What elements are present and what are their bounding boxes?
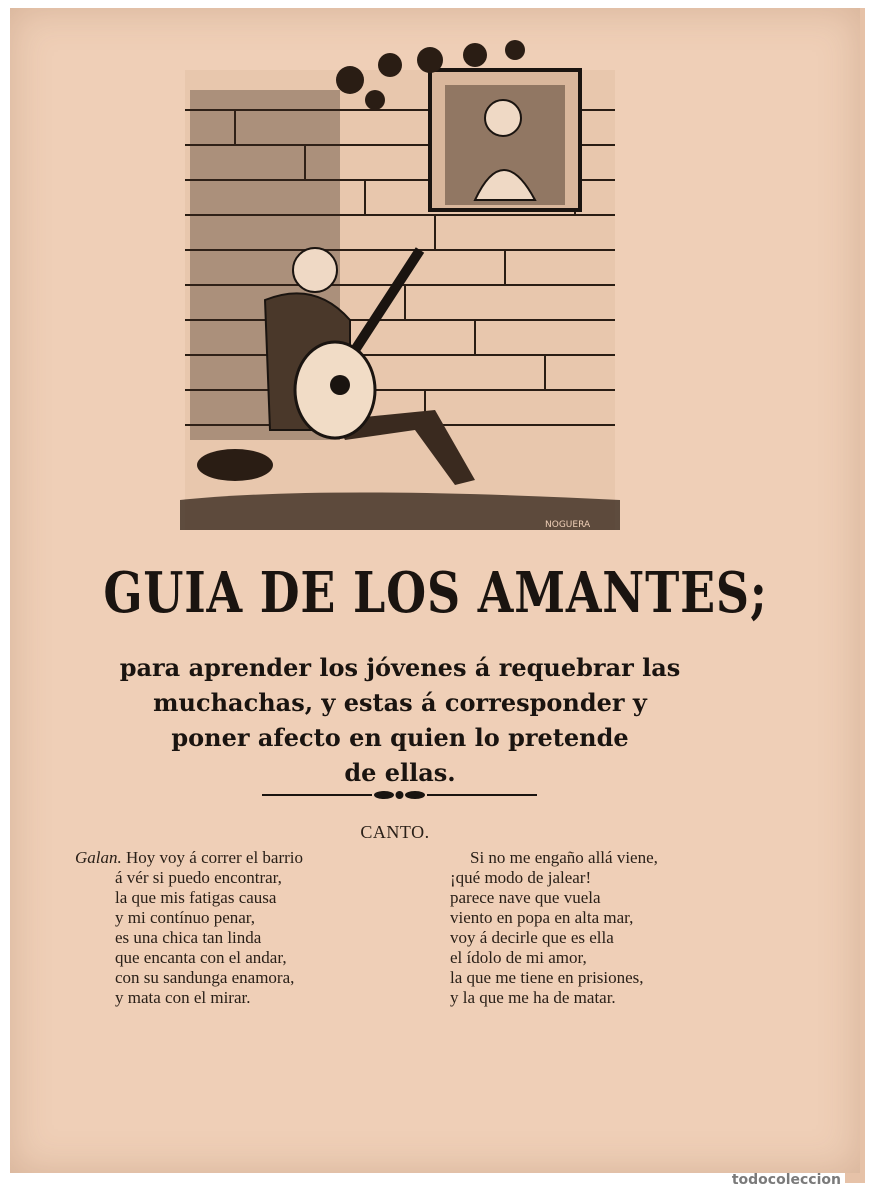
verse-line: voy á decirle que es ella [450, 928, 614, 947]
verse-line: parece nave que vuela [450, 888, 601, 907]
ornamental-divider [262, 788, 537, 802]
verse-line: á vér si puedo encontrar, [115, 868, 282, 887]
hat [197, 449, 273, 481]
speaker-label: Galan. [75, 848, 122, 867]
woman-figure [485, 100, 521, 136]
guitarist-figure [293, 248, 337, 292]
verse-line: que encanta con el andar, [115, 948, 287, 967]
subtitle-line: de ellas. [344, 758, 456, 787]
verse-line: y mata con el mirar. [115, 988, 251, 1007]
verse-line: ¡qué modo de jalear! [450, 868, 592, 887]
verse-line: y mi contínuo penar, [115, 908, 256, 927]
verse-line-text: Hoy voy á correr el barrio [126, 848, 304, 867]
verse-line [75, 848, 435, 868]
verse-line: Si no me engaño allá viene, [470, 848, 658, 867]
document-title: GUIA DE LOS AMANTES; [103, 560, 768, 626]
woodcut-serenade-illustration [175, 30, 625, 540]
verse-line: es una chica tan linda [115, 928, 262, 947]
document-subtitle [70, 650, 730, 790]
verse-line: con su sandunga enamora, [115, 968, 295, 987]
subtitle-line: muchachas, y estas á corresponder y [153, 688, 647, 717]
subtitle-line: poner afecto en quien lo pretende [171, 723, 629, 752]
verse-right-column [450, 848, 750, 1008]
verse-left-column [75, 848, 435, 1008]
section-heading: CANTO. [360, 822, 430, 842]
subtitle-line: para aprender los jóvenes á requebrar las [119, 653, 681, 682]
watermark: todocoleccion [731, 1172, 841, 1188]
verse-line: la que me tiene en prisiones, [450, 968, 644, 987]
artist-signature: NOGUERA [545, 520, 591, 530]
verse-line: la que mis fatigas causa [115, 888, 277, 907]
verse-line: viento en popa en alta mar, [450, 908, 634, 927]
verse-line: el ídolo de mi amor, [450, 948, 587, 967]
verse-line: y la que me ha de matar. [450, 988, 616, 1007]
